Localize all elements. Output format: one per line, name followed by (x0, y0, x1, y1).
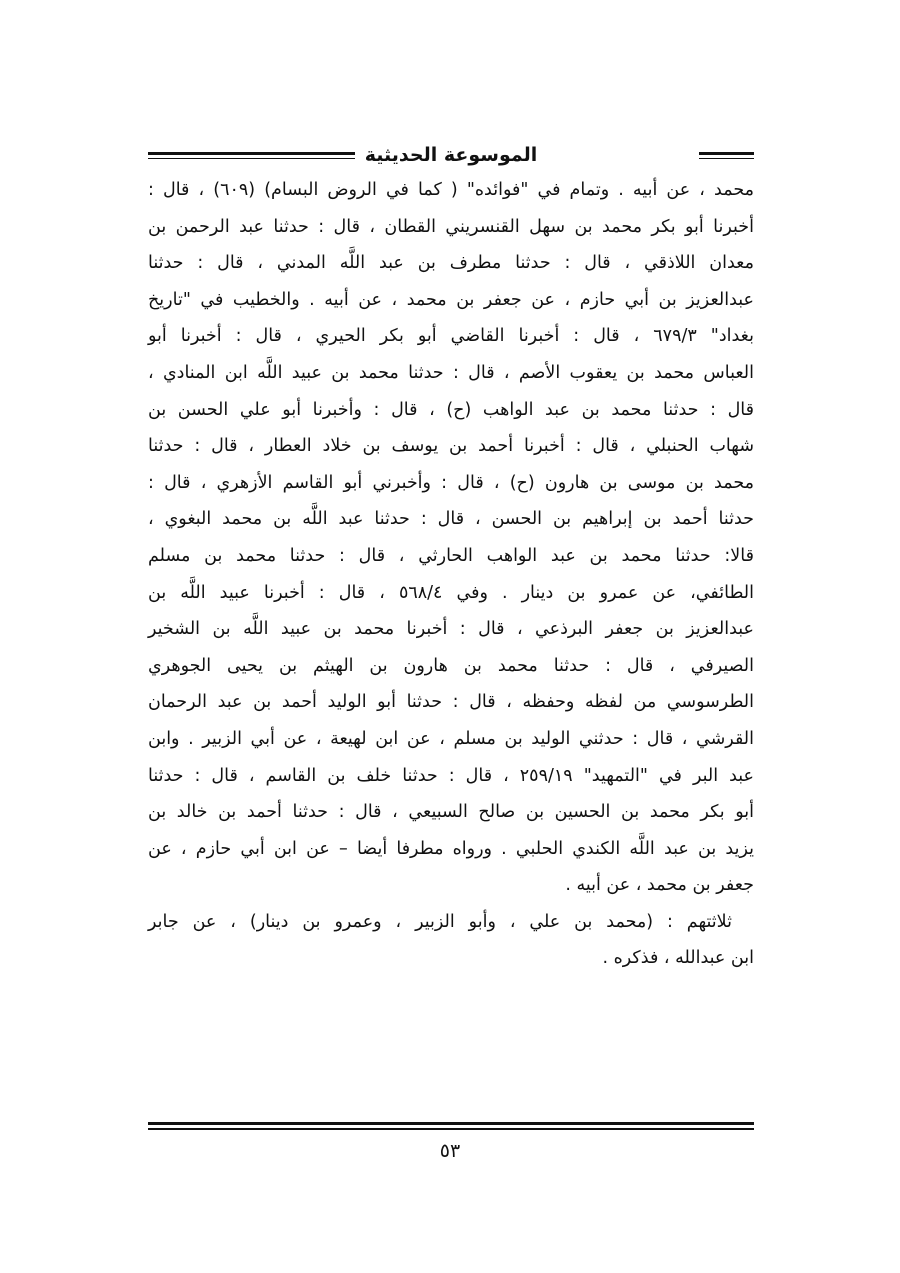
text-line: ثلاثتهم : (محمد بن علي ، وأبو الزبير ، وعمرو بن دينار) ، عن جابر (148, 911, 732, 932)
footer-rule (148, 1122, 754, 1130)
text-line: أخبرنا أبو بكر محمد بن سهل القنسريني القطان ، قال : حدثنا عبد الرحمن بن (148, 216, 754, 237)
text-line: يزيد بن عبد اللَّه الكندي الحلبي . ورواه مطرفا أيضا – عن ابن أبي حازم ، عن (148, 838, 754, 859)
text-line: بغداد" ٦٧٩/٣ ، قال : أخبرنا القاضي أبو بكر الحيري ، قال : أخبرنا أبو (148, 326, 754, 347)
header-rule-right (699, 152, 754, 159)
text-line: جعفر بن محمد ، عن أبيه . (565, 875, 754, 896)
text-line: أبو بكر محمد بن الحسين بن صالح السبيعي ، قال : حدثنا أحمد بن خالد بن (148, 802, 754, 823)
text-line: عبدالعزيز بن أبي حازم ، عن جعفر بن محمد ، عن أبيه . والخطيب في "تاريخ (148, 289, 754, 310)
text-line: معدان اللاذقي ، قال : حدثنا مطرف بن عبد اللَّه المدني ، قال : حدثنا (148, 253, 754, 274)
text-line: الصيرفي ، قال : حدثنا محمد بن هارون بن الهيثم بن يحيى الجوهري (148, 655, 754, 676)
text-line: محمد ، عن أبيه . وتمام في "فوائده" ( كما في الروض البسام) (٦٠٩) ، قال : (148, 180, 755, 200)
text-line: القرشي ، قال : حدثني الوليد بن مسلم ، عن ابن لهيعة ، عن أبي الزبير . وابن (148, 728, 754, 749)
text-line: حدثنا أحمد بن إبراهيم بن الحسن ، قال : حدثنا عبد اللَّه بن محمد البغوي ، (148, 509, 754, 530)
page-header (148, 140, 754, 170)
text-line: قال : حدثنا محمد بن عبد الواهب (ح) ، قال : وأخبرنا أبو علي الحسن بن (148, 399, 754, 420)
header-rule-left (148, 152, 516, 159)
text-line: الطرسوسي من لفظه وحفظه ، قال : حدثنا أبو الوليد أحمد بن عبد الرحمان (148, 692, 754, 713)
text-line: شهاب الحنبلي ، قال : أخبرنا أحمد بن يوسف بن خلاد العطار ، قال : حدثنا (148, 436, 754, 457)
text-line: العباس محمد بن يعقوب الأصم ، قال : حدثنا محمد بن عبيد اللَّه ابن المنادي ، (148, 362, 754, 383)
text-line: قالا: حدثنا محمد بن عبد الواهب الحارثي ، قال : حدثنا محمد بن مسلم (148, 545, 754, 566)
page-number: ٥٣ (439, 1140, 461, 1162)
text-line: عبدالعزيز بن جعفر البرذعي ، قال : أخبرنا محمد بن عبيد اللَّه بن الشخير (148, 619, 754, 640)
text-line: محمد بن موسى بن هارون (ح) ، قال : وأخبرني أبو القاسم الأزهري ، قال : (148, 472, 754, 493)
body-text (148, 172, 754, 977)
text-line: ابن عبدالله ، فذكره . (602, 948, 754, 969)
book-title: الموسوعة الحديثية (355, 144, 548, 166)
text-line: الطائفي، عن عمرو بن دينار . وفي ٥٦٨/٤ ، قال : أخبرنا عبيد اللَّه بن (148, 582, 754, 603)
text-line: عبد البر في "التمهيد" ٢٥٩/١٩ ، قال : حدثنا خلف بن القاسم ، قال : حدثنا (148, 765, 755, 786)
